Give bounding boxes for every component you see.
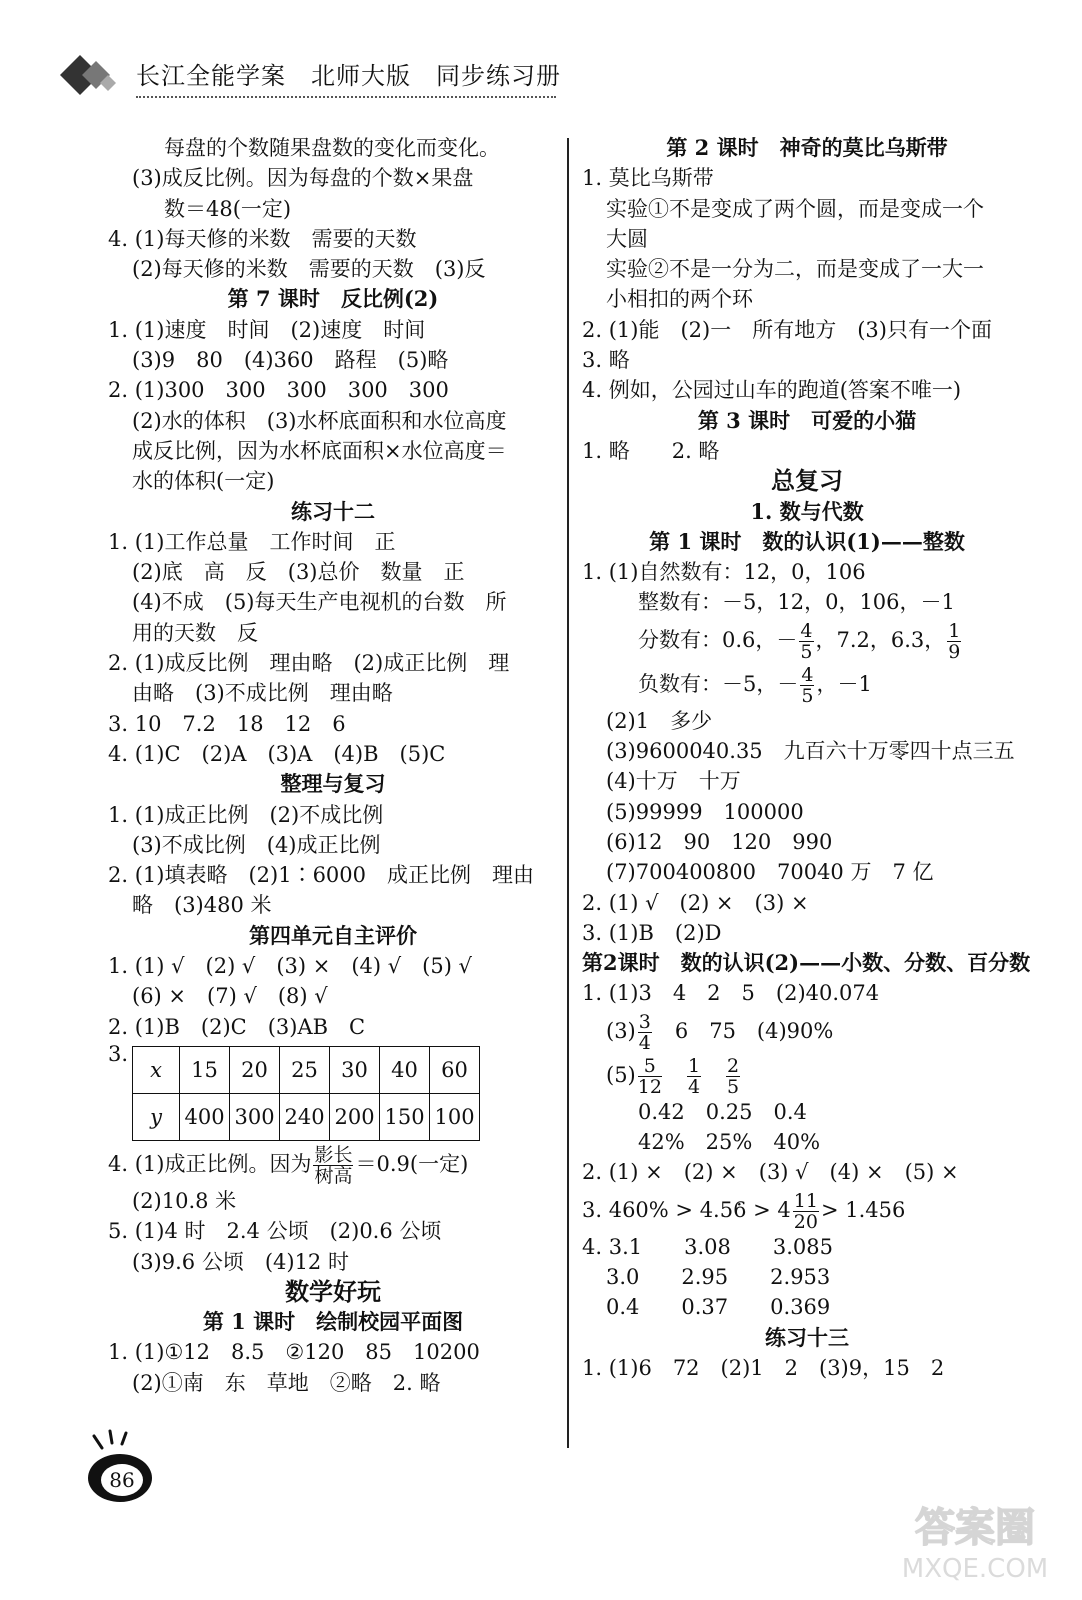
- table-cell: 150: [380, 1093, 430, 1140]
- answer-line: 5. (1)4 时 2.4 公顷 (2)0.6 公顷: [108, 1219, 442, 1244]
- answer-line: (2)①南 东 草地 ②略 2. 略: [132, 1370, 441, 1395]
- numerator: 3: [638, 1010, 651, 1033]
- section-heading: 第 3 课时 可爱的小猫: [697, 407, 917, 433]
- text-segment: 6 75 (4)90%: [653, 1018, 834, 1043]
- answer-line: (2)水的体积 (3)水杯底面积和水位高度: [132, 408, 507, 433]
- text-segment: > 1.456: [820, 1197, 906, 1222]
- numerator: 1: [948, 619, 961, 642]
- text-segment: 4. (1)成正比例。因为: [108, 1151, 312, 1176]
- section-heading: 1. 数与代数: [750, 498, 864, 524]
- text-segment: 负数有：－5，－: [638, 671, 799, 696]
- value-table: [132, 1046, 480, 1141]
- denominator: 5: [801, 684, 814, 707]
- section-heading: 数学好玩: [285, 1276, 381, 1306]
- answer-line: 水的体积(一定): [132, 469, 275, 494]
- answer-line: 用的天数 反: [132, 620, 258, 645]
- section-heading: 练习十三: [765, 1324, 849, 1350]
- denominator: 5: [727, 1075, 740, 1098]
- text-segment: ＝0.9(一定): [355, 1151, 469, 1176]
- answer-line: [582, 618, 1032, 662]
- answer-line: 2. (1)300 300 300 300 300: [108, 378, 449, 403]
- denominator: 树高: [314, 1164, 353, 1187]
- answer-line: 1. (1)成正比例 (2)不成比例: [108, 802, 384, 827]
- text-segment: (3): [606, 1018, 636, 1043]
- answer-line: 略 (3)480 米: [132, 893, 272, 918]
- denominator: 9: [948, 640, 961, 663]
- answer-line: 1. (1)①12 8.5 ②120 85 10200: [108, 1340, 480, 1365]
- answer-line: (2)底 高 反 (3)总价 数量 正: [132, 560, 465, 585]
- table-cell: 100: [430, 1093, 480, 1140]
- answer-line: 1. (1)自然数有：12，0，106: [582, 560, 866, 585]
- fraction: [638, 1056, 662, 1097]
- answer-line: 0.42 0.25 0.4: [638, 1099, 807, 1124]
- section-heading: 整理与复习: [280, 771, 386, 797]
- answer-line: 实验①不是变成了两个圆，而是变成一个: [606, 196, 984, 221]
- answer-line: 1. (1)6 72 (2)1 2 (3)9，15 2: [582, 1355, 945, 1380]
- answer-line: 2. (1)填表略 (2)1∶6000 成正比例 理由: [108, 863, 535, 888]
- answer-line: 由略 (3)不成比例 理由略: [132, 681, 393, 706]
- section-heading: 第2课时 数的认识(2)——小数、分数、百分数: [582, 950, 1031, 976]
- answer-line: 整数有：－5，12，0，106，－1: [638, 590, 955, 615]
- answer-line: [582, 662, 1032, 706]
- section-heading: 练习十二: [291, 498, 375, 524]
- text-segment: (5): [606, 1062, 636, 1087]
- answer-line: 1. 略 2. 略: [582, 438, 720, 463]
- answer-line: (4)不成 (5)每天生产电视机的台数 所: [132, 590, 507, 615]
- table-cell: 20: [230, 1046, 280, 1093]
- table-row: [133, 1046, 480, 1093]
- answer-line: (6) × (7) √ (8) √: [132, 984, 328, 1009]
- answer-line: 3. 10 7.2 18 12 6: [108, 711, 346, 736]
- numerator: 影长: [314, 1143, 353, 1166]
- fraction: [793, 1191, 819, 1232]
- answer-line: 大圆: [606, 226, 648, 251]
- answer-line: (5)99999 100000: [606, 799, 804, 824]
- answer-line: 1. (1)速度 时间 (2)速度 时间: [108, 317, 426, 342]
- right-column: [582, 133, 1032, 1383]
- fraction: [800, 665, 814, 706]
- table-cell: 400: [180, 1093, 230, 1140]
- answer-line: 2. (1)能 (2)一 所有地方 (3)只有一个面: [582, 317, 992, 342]
- numerator: 11: [793, 1189, 818, 1212]
- answer-line: 4. (1)C (2)A (3)A (4)B (5)C: [108, 741, 446, 766]
- answer-line: 数＝48(一定): [164, 196, 292, 221]
- answer-line: (7)700400800 70040 万 7 亿: [606, 860, 934, 885]
- header-rule: [136, 96, 556, 98]
- answer-line: [582, 1053, 1032, 1097]
- answer-line: 成反比例，因为水杯底面积×水位高度＝: [132, 438, 507, 463]
- text-segment: ，7.2，6.3，: [815, 627, 946, 652]
- answer-line: 1. (1)工作总量 工作时间 正: [108, 529, 396, 554]
- section-heading: 总复习: [771, 466, 843, 496]
- answer-line: 1. 莫比乌斯带: [582, 166, 714, 191]
- table-cell: 25: [280, 1046, 330, 1093]
- answer-line: 0.4 0.37 0.369: [606, 1295, 831, 1320]
- answer-line: (2)1 多少: [606, 708, 713, 733]
- section-heading: 第 7 课时 反比例(2): [227, 286, 439, 312]
- answer-line: 2. (1) √ (2) × (3) ×: [582, 890, 809, 915]
- answer-line: 3. 略: [582, 348, 630, 373]
- numerator: 5: [638, 1056, 662, 1077]
- left-column: [108, 133, 558, 1398]
- answer-line: 4. 例如，公园过山车的跑道(答案不唯一): [582, 378, 962, 403]
- denominator: 4: [638, 1031, 651, 1054]
- table-cell: 40: [380, 1046, 430, 1093]
- answer-line: [582, 1188, 1032, 1232]
- denominator: 4: [687, 1075, 701, 1098]
- denominator: 5: [800, 640, 813, 663]
- numerator: 4: [800, 619, 813, 642]
- answer-line: (3)9600040.35 九百六十万零四十点三五: [606, 739, 1015, 764]
- answer-line: [582, 1009, 1032, 1053]
- table-cell: 300: [230, 1093, 280, 1140]
- table-cell: 200: [330, 1093, 380, 1140]
- fraction: [947, 621, 961, 662]
- answer-line: 小相扣的两个环: [606, 287, 753, 312]
- text-segment: 3. 460% > 4.5: [582, 1197, 734, 1222]
- header-title: 长江全能学案 北师大版 同步练习册: [136, 62, 561, 90]
- section-heading: 第 1 课时 数的认识(1)——整数: [649, 528, 965, 554]
- page-number: 86: [109, 1468, 135, 1492]
- fraction: [687, 1056, 701, 1097]
- text-segment: 分数有：0.6，－: [638, 627, 798, 652]
- answer-line: 1. (1) √ (2) √ (3) × (4) √ (5) √: [108, 954, 472, 979]
- watermark-logo: [880, 1495, 1070, 1590]
- numerator: 2: [727, 1054, 740, 1077]
- answer-line: 2. (1)成反比例 理由略 (2)成正比例 理: [108, 651, 510, 676]
- fraction: [799, 621, 813, 662]
- answer-line: 3. (1)B (2)D: [582, 920, 722, 945]
- item-number: 3.: [108, 1041, 129, 1066]
- answer-line: (3)不成比例 (4)成正比例: [132, 832, 381, 857]
- fraction: [313, 1145, 353, 1186]
- svg-text:答案圈: 答案圈: [915, 1505, 1035, 1551]
- answer-line: (6)12 90 120 990: [606, 829, 833, 854]
- svg-text:MXQE.COM: MXQE.COM: [901, 1554, 1049, 1584]
- answer-line: (3)成反比例。因为每盘的个数×果盘: [132, 166, 474, 191]
- repeating-digit: · 6: [733, 1198, 746, 1222]
- answer-line: (2)每天修的米数 需要的天数 (3)反: [132, 257, 486, 282]
- table-cell: 15: [180, 1046, 230, 1093]
- fraction: [726, 1056, 740, 1097]
- answer-line: [108, 1142, 558, 1186]
- answer-line: (3)9 80 (4)360 路程 (5)略: [132, 348, 449, 373]
- header-logo: [56, 50, 120, 100]
- numerator: 1: [687, 1054, 701, 1077]
- answer-line: (2)10.8 米: [132, 1188, 237, 1213]
- table-cell: 60: [430, 1046, 480, 1093]
- text-segment: > 4: [746, 1197, 791, 1222]
- denominator: 12: [637, 1075, 662, 1098]
- denominator: 20: [793, 1210, 818, 1233]
- text-segment: ，－1: [816, 671, 872, 696]
- numerator: 4: [801, 663, 814, 686]
- answer-line: 每盘的个数随果盘数的变化而变化。: [164, 136, 500, 160]
- answer-line: 42% 25% 40%: [638, 1130, 821, 1155]
- answer-line: 4. (1)每天修的米数 需要的天数: [108, 226, 417, 251]
- section-heading: 第四单元自主评价: [249, 922, 417, 948]
- table-header-y: y: [133, 1093, 180, 1140]
- answer-line: 3.0 2.95 2.953: [606, 1264, 831, 1289]
- answer-line: 2. (1)B (2)C (3)AB C: [108, 1014, 366, 1039]
- answer-line: (4)十万 十万: [606, 769, 741, 794]
- answer-line: 1. (1)3 4 2 5 (2)40.074: [582, 981, 880, 1006]
- table-cell: 240: [280, 1093, 330, 1140]
- table-row: [133, 1093, 480, 1140]
- table-cell: 30: [330, 1046, 380, 1093]
- answer-line: (3)9.6 公顷 (4)12 时: [132, 1249, 349, 1274]
- table-header-x: x: [133, 1046, 180, 1093]
- answer-line: 实验②不是一分为二，而是变成了一大一: [606, 257, 984, 282]
- answer-line: 4. 3.1 3.08 3.085: [582, 1234, 833, 1259]
- section-heading: 第 2 课时 神奇的莫比乌斯带: [666, 135, 948, 160]
- table-row-container: [108, 1042, 558, 1142]
- column-divider: [567, 138, 569, 1448]
- fraction: [638, 1012, 652, 1053]
- section-heading: 第 1 课时 绘制校园平面图: [202, 1309, 464, 1335]
- page-number-badge: [80, 1428, 160, 1508]
- answer-line: 2. (1) × (2) × (3) √ (4) × (5) ×: [582, 1160, 959, 1185]
